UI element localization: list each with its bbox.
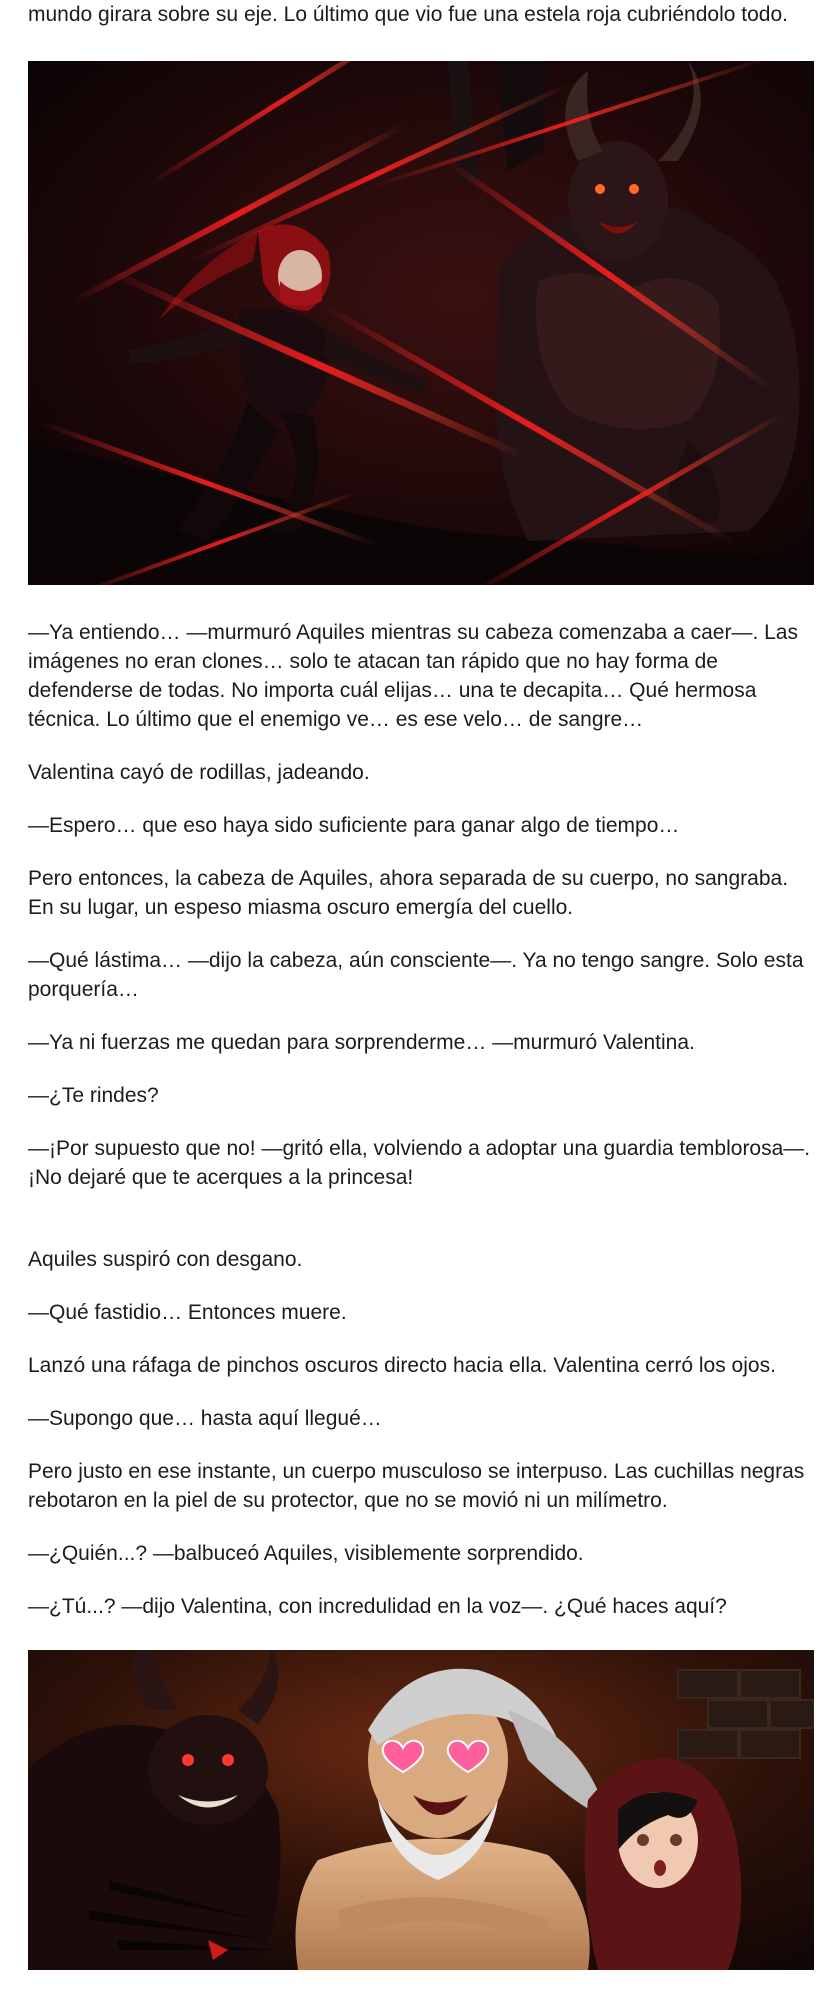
story-paragraph: Pero entonces, la cabeza de Aquiles, ahora separada de su cuerpo, no sangraba. En su lugar, un espeso miasma oscuro emergía del cuello. xyxy=(28,867,789,919)
story-paragraph: —Qué fastidio… Entonces muere. xyxy=(28,1301,347,1324)
story-paragraph: —¡Por supuesto que no! —gritó ella, volviendo a adoptar una guardia temblorosa—. ¡No dejaré que te acerques a la princesa! xyxy=(28,1137,811,1189)
story-paragraph: —Ya ni fuerzas me quedan para sorprenderme… —murmuró Valentina. xyxy=(28,1031,695,1054)
story-paragraph: —Supongo que… hasta aquí llegué… xyxy=(28,1407,382,1430)
intro-paragraph: mundo girara sobre su eje. Lo último que vio fue una estela roja cubriéndolo todo. xyxy=(28,3,788,26)
story-paragraph: —Ya entiendo… —murmuró Aquiles mientras su cabeza comenzaba a caer—. Las imágenes no eran clones… solo te atacan tan rápido que no hay forma de defenderse de todas. No importa cuál elijas… una te decapita… Qué hermosa técnica. Lo último que el enemigo ve… es ese velo… de sangre… xyxy=(28,621,798,731)
story-paragraph: —¿Tú...? —dijo Valentina, con incredulidad en la voz—. ¿Qué haces aquí? xyxy=(28,1595,727,1618)
story-paragraph: —Espero… que eso haya sido suficiente para ganar algo de tiempo… xyxy=(28,814,680,837)
story-paragraph: Pero justo en ese instante, un cuerpo musculoso se interpuso. Las cuchillas negras rebotaron en la piel de su protector, que no se movió ni un milímetro. xyxy=(28,1460,805,1512)
story-paragraph: Aquiles suspiró con desgano. xyxy=(28,1248,303,1271)
story-paragraph: —Qué lástima… —dijo la cabeza, aún consciente—. Ya no tengo sangre. Solo esta porquería… xyxy=(28,949,804,1001)
story-paragraph: —¿Quién...? —balbuceó Aquiles, visiblemente sorprendido. xyxy=(28,1542,584,1565)
illustration-battle-image xyxy=(28,61,814,585)
story-paragraph: —¿Te rindes? xyxy=(28,1084,159,1107)
illustration-rescue-image xyxy=(28,1650,814,1970)
story-reader xyxy=(28,0,818,1970)
story-paragraph: Valentina cayó de rodillas, jadeando. xyxy=(28,761,370,784)
story-paragraph: Lanzó una ráfaga de pinchos oscuros directo hacia ella. Valentina cerró los ojos. xyxy=(28,1354,776,1377)
